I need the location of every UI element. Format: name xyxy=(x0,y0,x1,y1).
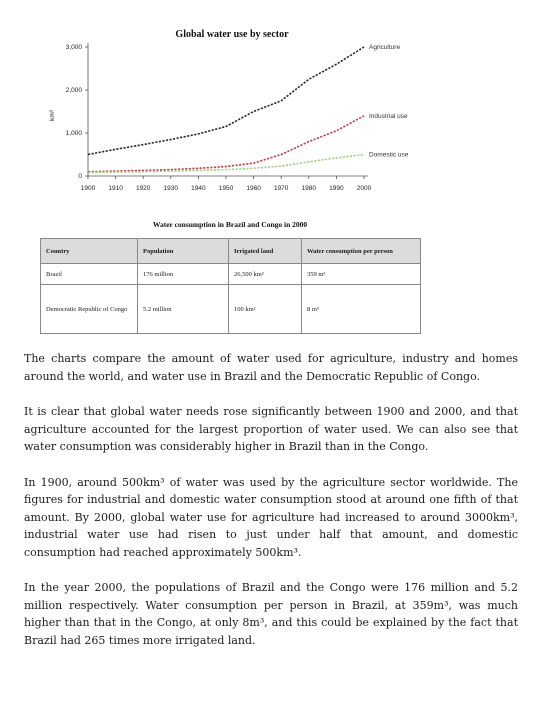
x-tick-label: 1930 xyxy=(163,185,179,192)
table-cell: Brazil xyxy=(41,264,138,285)
y-tick-label: 3,000 xyxy=(65,44,82,52)
table-row xyxy=(41,264,421,285)
table-cell: 8 m³ xyxy=(302,285,421,334)
table-cell: 359 m³ xyxy=(302,264,421,285)
x-tick-label: 1950 xyxy=(218,185,234,192)
column-header: Irrigated land xyxy=(229,239,302,264)
series-line-agriculture xyxy=(88,47,364,155)
table-cell: 26,500 km² xyxy=(229,264,302,285)
x-tick-label: 1910 xyxy=(108,185,123,192)
x-tick-label: 1920 xyxy=(135,185,151,192)
column-header: Country xyxy=(41,239,138,264)
y-tick-label: 1,000 xyxy=(65,130,82,138)
y-tick-label: 0 xyxy=(78,173,82,181)
chart-title: Global water use by sector xyxy=(175,29,289,40)
essay-text xyxy=(24,350,518,667)
x-tick-label: 1970 xyxy=(273,185,289,192)
x-tick-label: 1980 xyxy=(301,185,317,192)
column-header: Population xyxy=(138,239,229,264)
table-cell: 5.2 million xyxy=(138,285,229,334)
series-label: Industrial use xyxy=(369,112,408,120)
table-header-row xyxy=(41,239,421,264)
paragraph: In 1900, around 500km³ of water was used by the agriculture sector worldwide. The figures for industrial and domestic water consumption stood at around one fifth of that amount. By 2000, global water use for agriculture had increased to around 3000km³, industrial water use had risen to just under half that amount, and domestic consumption had reached approximately 500km³. xyxy=(24,475,518,559)
line-chart xyxy=(40,18,460,218)
table-cell: 100 km² xyxy=(229,285,302,334)
x-tick-label: 1900 xyxy=(80,185,96,192)
series-line-domestic-use xyxy=(88,155,364,173)
table-cell: Democratic Republic of Congo xyxy=(41,285,138,334)
table-row xyxy=(41,285,421,334)
y-tick-label: 2,000 xyxy=(65,87,82,95)
x-tick-label: 2000 xyxy=(356,185,372,192)
x-tick-label: 1960 xyxy=(246,185,261,192)
series-label: Domestic use xyxy=(369,151,409,159)
column-header: Water consumption per person xyxy=(302,239,421,264)
series-line-industrial-use xyxy=(88,116,364,172)
paragraph: The charts compare the amount of water used for agriculture, industry and homes around the world, and water use in Brazil and the Democratic Republic of Congo. xyxy=(24,352,518,383)
x-tick-label: 1990 xyxy=(329,185,344,192)
table-title: Water consumption in Brazil and Congo in 2000 xyxy=(152,220,308,229)
y-axis-label: km³ xyxy=(49,110,56,121)
paragraph: In the year 2000, the populations of Brazil and the Congo were 176 million and 5.2 million respectively. Water consumption per person in Brazil, at 359m³, was much higher than that in the Congo, at only 8m³, and this could be explained by the fact that Brazil had 265 times more irrigated land. xyxy=(24,581,518,647)
global-water-use-chart xyxy=(40,18,460,218)
paragraph: It is clear that global water needs rose significantly between 1900 and 2000, and that agriculture accounted for the largest proportion of water used. We can also see that water consumption was considerably higher in Brazil than in the Congo. xyxy=(24,405,518,453)
water-consumption-table xyxy=(40,238,421,334)
series-label: Agriculture xyxy=(369,44,401,51)
table-cell: 176 million xyxy=(138,264,229,285)
x-tick-label: 1940 xyxy=(191,185,206,192)
